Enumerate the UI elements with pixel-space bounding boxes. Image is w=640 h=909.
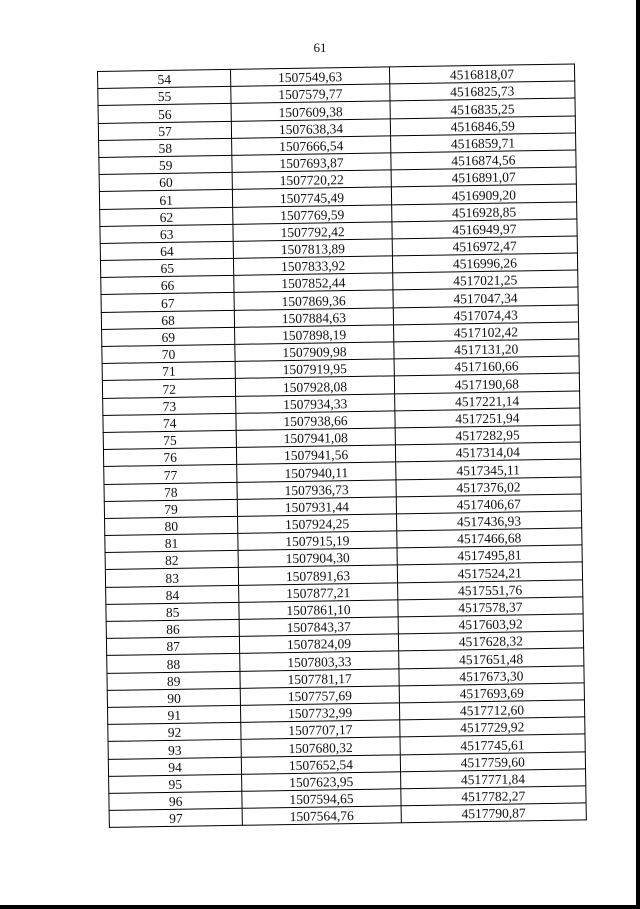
point-number-cell: 79 xyxy=(104,499,238,518)
x-coordinate-cell: 1507680,32 xyxy=(241,737,400,757)
x-coordinate-cell: 1507707,17 xyxy=(241,720,400,740)
y-coordinate-cell: 4516859,71 xyxy=(390,133,576,153)
x-coordinate-cell: 1507732,99 xyxy=(241,703,400,723)
x-coordinate-cell: 1507803,33 xyxy=(240,651,399,671)
point-number-cell: 59 xyxy=(99,155,233,174)
y-coordinate-cell: 4516909,20 xyxy=(391,184,577,204)
y-coordinate-cell: 4517102,42 xyxy=(393,322,579,342)
point-number-cell: 75 xyxy=(103,430,237,449)
point-number-cell: 70 xyxy=(102,344,236,363)
y-coordinate-cell: 4517578,37 xyxy=(398,597,584,617)
y-coordinate-cell: 4517282,95 xyxy=(395,425,581,445)
y-coordinate-cell: 4516891,07 xyxy=(391,167,577,187)
x-coordinate-cell: 1507852,44 xyxy=(234,273,393,293)
x-coordinate-cell: 1507623,95 xyxy=(242,772,401,792)
point-number-cell: 57 xyxy=(98,121,232,140)
y-coordinate-cell: 4516874,56 xyxy=(391,150,577,170)
y-coordinate-cell: 4517712,60 xyxy=(399,700,585,720)
x-coordinate-cell: 1507941,56 xyxy=(237,445,396,465)
y-coordinate-cell: 4517314,04 xyxy=(395,442,581,462)
y-coordinate-cell: 4517729,92 xyxy=(399,717,585,737)
x-coordinate-cell: 1507638,34 xyxy=(232,118,391,138)
y-coordinate-cell: 4517345,11 xyxy=(395,459,581,479)
y-coordinate-cell: 4517190,68 xyxy=(394,373,580,393)
point-number-cell: 60 xyxy=(99,173,233,192)
point-number-cell: 76 xyxy=(103,447,237,466)
point-number-cell: 65 xyxy=(100,258,234,277)
x-coordinate-cell: 1507938,66 xyxy=(236,411,395,431)
y-coordinate-cell: 4517651,48 xyxy=(398,648,584,668)
y-coordinate-cell: 4517021,25 xyxy=(392,270,578,290)
y-coordinate-cell: 4517524,21 xyxy=(397,562,583,582)
x-coordinate-cell: 1507792,42 xyxy=(233,222,392,242)
x-coordinate-cell: 1507757,69 xyxy=(240,686,399,706)
x-coordinate-cell: 1507909,98 xyxy=(235,342,394,362)
y-coordinate-cell: 4517673,30 xyxy=(399,665,585,685)
x-coordinate-cell: 1507666,54 xyxy=(232,136,391,156)
y-coordinate-cell: 4517466,68 xyxy=(396,528,582,548)
point-number-cell: 68 xyxy=(101,310,235,329)
y-coordinate-cell: 4516928,85 xyxy=(391,201,577,221)
y-coordinate-cell: 4517376,02 xyxy=(396,476,582,496)
y-coordinate-cell: 4517759,60 xyxy=(400,751,586,771)
x-coordinate-cell: 1507861,10 xyxy=(239,600,398,620)
y-coordinate-cell: 4517251,94 xyxy=(395,408,581,428)
x-coordinate-cell: 1507693,87 xyxy=(232,153,391,173)
point-number-cell: 81 xyxy=(105,533,239,552)
x-coordinate-cell: 1507720,22 xyxy=(232,170,391,190)
y-coordinate-cell: 4517074,43 xyxy=(393,305,579,325)
y-coordinate-cell: 4517047,34 xyxy=(393,287,579,307)
point-number-cell: 83 xyxy=(105,568,239,587)
point-number-cell: 95 xyxy=(109,774,243,793)
x-coordinate-cell: 1507898,19 xyxy=(235,325,394,345)
point-number-cell: 84 xyxy=(106,585,240,604)
point-number-cell: 54 xyxy=(98,69,232,88)
point-number-cell: 91 xyxy=(107,705,241,724)
point-number-cell: 77 xyxy=(104,465,238,484)
x-coordinate-cell: 1507813,89 xyxy=(233,239,392,259)
point-number-cell: 64 xyxy=(100,241,234,260)
y-coordinate-cell: 4517628,32 xyxy=(398,631,584,651)
point-number-cell: 80 xyxy=(105,516,239,535)
x-coordinate-cell: 1507924,25 xyxy=(238,514,397,534)
x-coordinate-cell: 1507843,37 xyxy=(239,617,398,637)
point-number-cell: 74 xyxy=(103,413,237,432)
y-coordinate-cell: 4517693,69 xyxy=(399,683,585,703)
y-coordinate-cell: 4516825,73 xyxy=(389,81,575,101)
x-coordinate-cell: 1507941,08 xyxy=(236,428,395,448)
x-coordinate-cell: 1507781,17 xyxy=(240,668,399,688)
point-number-cell: 55 xyxy=(98,87,232,106)
x-coordinate-cell: 1507564,76 xyxy=(242,806,401,826)
y-coordinate-cell: 4517551,76 xyxy=(397,580,583,600)
x-coordinate-cell: 1507579,77 xyxy=(231,84,390,104)
x-coordinate-cell: 1507904,30 xyxy=(238,548,397,568)
y-coordinate-cell: 4517436,93 xyxy=(396,511,582,531)
page-edge-bottom xyxy=(0,905,640,909)
x-coordinate-cell: 1507928,08 xyxy=(236,376,395,396)
x-coordinate-cell: 1507936,73 xyxy=(237,479,396,499)
x-coordinate-cell: 1507915,19 xyxy=(238,531,397,551)
x-coordinate-cell: 1507833,92 xyxy=(234,256,393,276)
x-coordinate-cell: 1507549,63 xyxy=(231,67,390,87)
y-coordinate-cell: 4517160,66 xyxy=(394,356,580,376)
point-number-cell: 87 xyxy=(106,637,240,656)
x-coordinate-cell: 1507919,95 xyxy=(235,359,394,379)
y-coordinate-cell: 4516996,26 xyxy=(392,253,578,273)
y-coordinate-cell: 4516835,25 xyxy=(390,98,576,118)
point-number-cell: 78 xyxy=(104,482,238,501)
point-number-cell: 62 xyxy=(100,207,234,226)
x-coordinate-cell: 1507940,11 xyxy=(237,462,396,482)
point-number-cell: 66 xyxy=(101,276,235,295)
y-coordinate-cell: 4517131,20 xyxy=(394,339,580,359)
coordinates-table-body xyxy=(98,64,587,828)
y-coordinate-cell: 4517603,92 xyxy=(398,614,584,634)
x-coordinate-cell: 1507884,63 xyxy=(235,308,394,328)
x-coordinate-cell: 1507891,63 xyxy=(239,565,398,585)
y-coordinate-cell: 4517771,84 xyxy=(400,769,586,789)
point-number-cell: 63 xyxy=(100,224,234,243)
y-coordinate-cell: 4516818,07 xyxy=(389,64,575,84)
point-number-cell: 61 xyxy=(99,190,233,209)
point-number-cell: 92 xyxy=(108,722,242,741)
y-coordinate-cell: 4517745,61 xyxy=(400,734,586,754)
point-number-cell: 56 xyxy=(98,104,232,123)
point-number-cell: 72 xyxy=(102,379,236,398)
point-number-cell: 82 xyxy=(105,551,239,570)
x-coordinate-cell: 1507934,33 xyxy=(236,393,395,413)
x-coordinate-cell: 1507652,54 xyxy=(242,754,401,774)
point-number-cell: 69 xyxy=(102,327,236,346)
point-number-cell: 86 xyxy=(106,619,240,638)
y-coordinate-cell: 4517221,14 xyxy=(394,391,580,411)
y-coordinate-cell: 4517406,67 xyxy=(396,494,582,514)
point-number-cell: 97 xyxy=(109,808,243,827)
point-number-cell: 90 xyxy=(107,688,241,707)
y-coordinate-cell: 4516972,47 xyxy=(392,236,578,256)
point-number-cell: 67 xyxy=(101,293,235,312)
y-coordinate-cell: 4517790,87 xyxy=(401,803,587,823)
x-coordinate-cell: 1507824,09 xyxy=(240,634,399,654)
point-number-cell: 58 xyxy=(99,138,233,157)
x-coordinate-cell: 1507877,21 xyxy=(239,582,398,602)
y-coordinate-cell: 4516949,97 xyxy=(392,219,578,239)
point-number-cell: 85 xyxy=(106,602,240,621)
y-coordinate-cell: 4517495,81 xyxy=(397,545,583,565)
point-number-cell: 71 xyxy=(102,362,236,381)
point-number-cell: 89 xyxy=(107,671,241,690)
point-number-cell: 88 xyxy=(107,654,241,673)
point-number-cell: 93 xyxy=(108,740,242,759)
x-coordinate-cell: 1507594,65 xyxy=(242,789,401,809)
y-coordinate-cell: 4516846,59 xyxy=(390,116,576,136)
x-coordinate-cell: 1507745,49 xyxy=(233,187,392,207)
point-number-cell: 96 xyxy=(109,791,243,810)
x-coordinate-cell: 1507609,38 xyxy=(231,101,390,121)
x-coordinate-cell: 1507869,36 xyxy=(234,290,393,310)
x-coordinate-cell: 1507931,44 xyxy=(238,497,397,517)
coordinates-table xyxy=(97,63,587,828)
point-number-cell: 94 xyxy=(108,757,242,776)
point-number-cell: 73 xyxy=(103,396,237,415)
page-number: 61 xyxy=(313,40,327,55)
page-edge-right xyxy=(636,0,640,909)
y-coordinate-cell: 4517782,27 xyxy=(401,786,587,806)
x-coordinate-cell: 1507769,59 xyxy=(233,204,392,224)
